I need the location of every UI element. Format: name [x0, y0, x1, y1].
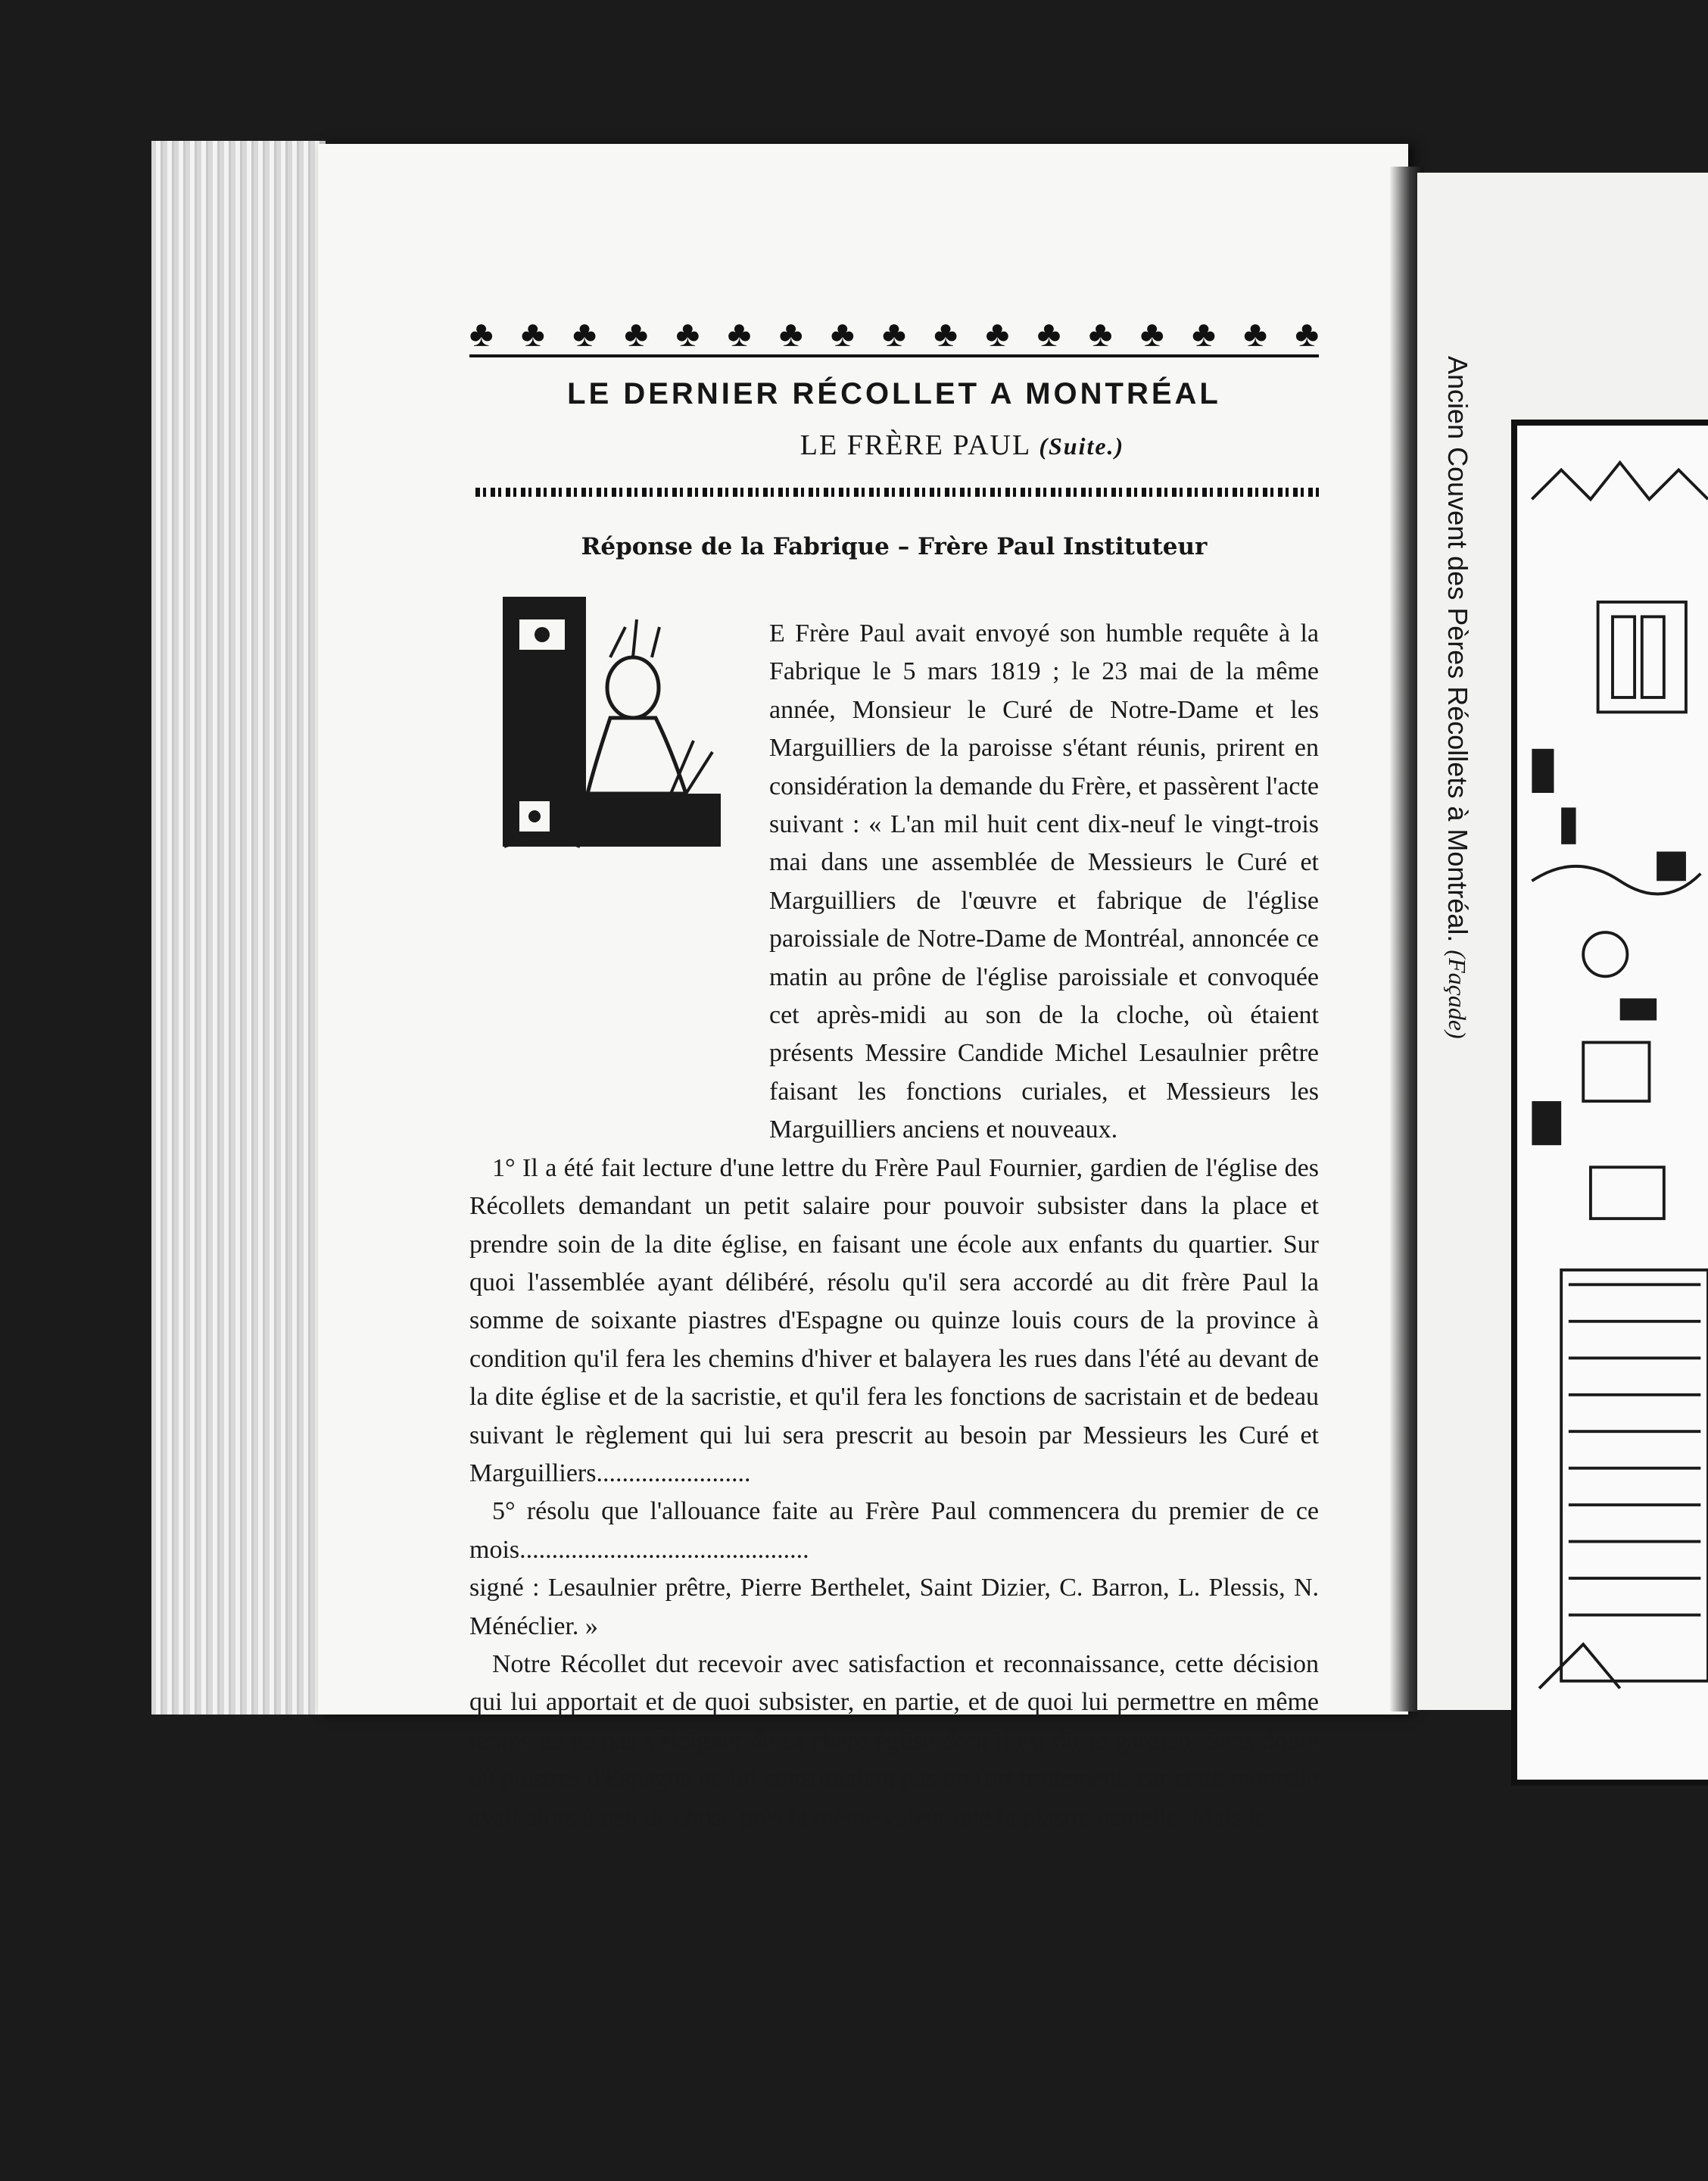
paragraph-3: 5° résolu que l'allouance faite au Frère Paul commencera du premier de ce mois.............................................: [469, 1497, 1319, 1564]
plate-caption: [1431, 356, 1484, 1477]
subtitle-note: (Suite.): [1039, 432, 1125, 460]
border-ornament-icon: ♣: [572, 314, 597, 354]
border-ornament-icon: ♣: [1243, 314, 1267, 354]
border-ornament-icon: ♣: [727, 314, 752, 354]
article-body: [469, 615, 1319, 1836]
paragraph-2: 1° Il a été fait lecture d'une lettre du Frère Paul Fournier, gardien de l'église des Récollets demandant un petit salaire pour pouvoir subsister dans la place et prendre soin de la dite église, en faisant une école aux enfants du quartier. Sur quoi l'assemblée ayant délibéré, résolu qu'il sera accordé au dit frère Paul la somme de soixante piastres d'Espagne ou quinze louis cours de la province à condition qu'il fera les chemins d'hiver et balayera les rues dans l'été au devant de la dite église et de la sacristie, et qu'il fera les fonctions de sacristain et de bedeau suivant le règlement qui lui sera prescrit au besoin par Messieurs les Curé et Marguilliers........................: [469, 1153, 1319, 1487]
book-page-edges: [151, 141, 326, 1715]
chapter-subtitle: [469, 429, 1319, 462]
subtitle-text: LE FRÈRE PAUL: [799, 429, 1030, 461]
border-ornament-icon: ♣: [624, 314, 648, 354]
border-ornament-icon: ♣: [933, 314, 958, 354]
paragraph-5: Notre Récollet dut recevoir avec satisfaction et reconnaissance, cette décision qui lui apportait et de quoi subsister, en partie, et de quoi lui permettre en même temps de ne pas s'éloigner de sa chère église dont il est dit le gardien. Sans doute 60 piastres d'Espagne ne lui constituaient pas un fort traitement, car cette monnaie avait alors à peu de chose près la même valeur que la piastre actuelle. Mais le: [469, 1649, 1319, 1831]
border-ornament-icon: ♣: [831, 314, 855, 354]
border-ornament-icon: ♣: [1295, 314, 1319, 354]
border-ornament-icon: ♣: [521, 314, 545, 354]
section-heading: Réponse de la Fabrique – Frère Paul Instituteur: [581, 533, 1208, 560]
border-ornament-icon: ♣: [1036, 314, 1061, 354]
border-ornament-icon: ♣: [675, 314, 700, 354]
border-ornament-icon: ♣: [1192, 314, 1216, 354]
border-ornament-icon: ♣: [1140, 314, 1164, 354]
border-ornament-icon: ♣: [985, 314, 1010, 354]
plate-caption-note: (Façade): [1444, 950, 1471, 1039]
chapter-title: LE DERNIER RÉCOLLET A MONTRÉAL: [567, 377, 1221, 410]
border-ornament-icon: ♣: [469, 314, 494, 354]
border-ornament-icon: ♣: [882, 314, 906, 354]
paragraph-1: E Frère Paul avait envoyé son humble requête à la Fabrique le 5 mars 1819 ; le 23 mai de la même année, Monsieur le Curé de Notre-Dame et les Marguilliers de la paroisse s'étant réunis, prirent en considération la demande du Frère, et passèrent l'acte suivant : « L'an mil huit cent dix-neuf le vingt-trois mai dans une assemblée de Messieurs le Curé et Marguilliers de l'œuvre et fabrique de l'église paroissiale de Notre-Dame de Montréal, annoncée ce matin au prône de l'église paroissiale et convoquée cet après-midi au son de la cloche, où étaient présents Messire Candide Michel Lesaulnier prêtre faisant les fonctions curiales, et Messieurs les Marguilliers anciens et nouveaux.: [769, 619, 1319, 1144]
convent-engraving-icon: [1511, 420, 1708, 1786]
paragraph-signature: signé : Lesaulnier prêtre, Pierre Berthelet, Saint Dizier, C. Barron, L. Plessis, N. Ménéclier. »: [469, 1574, 1319, 1640]
border-ornament-icon: ♣: [1088, 314, 1113, 354]
border-ornament-icon: ♣: [778, 314, 803, 354]
ornamental-border: [469, 315, 1319, 357]
plate-caption-text: Ancien Couvent des Pères Récollets à Montréal.: [1442, 356, 1473, 943]
